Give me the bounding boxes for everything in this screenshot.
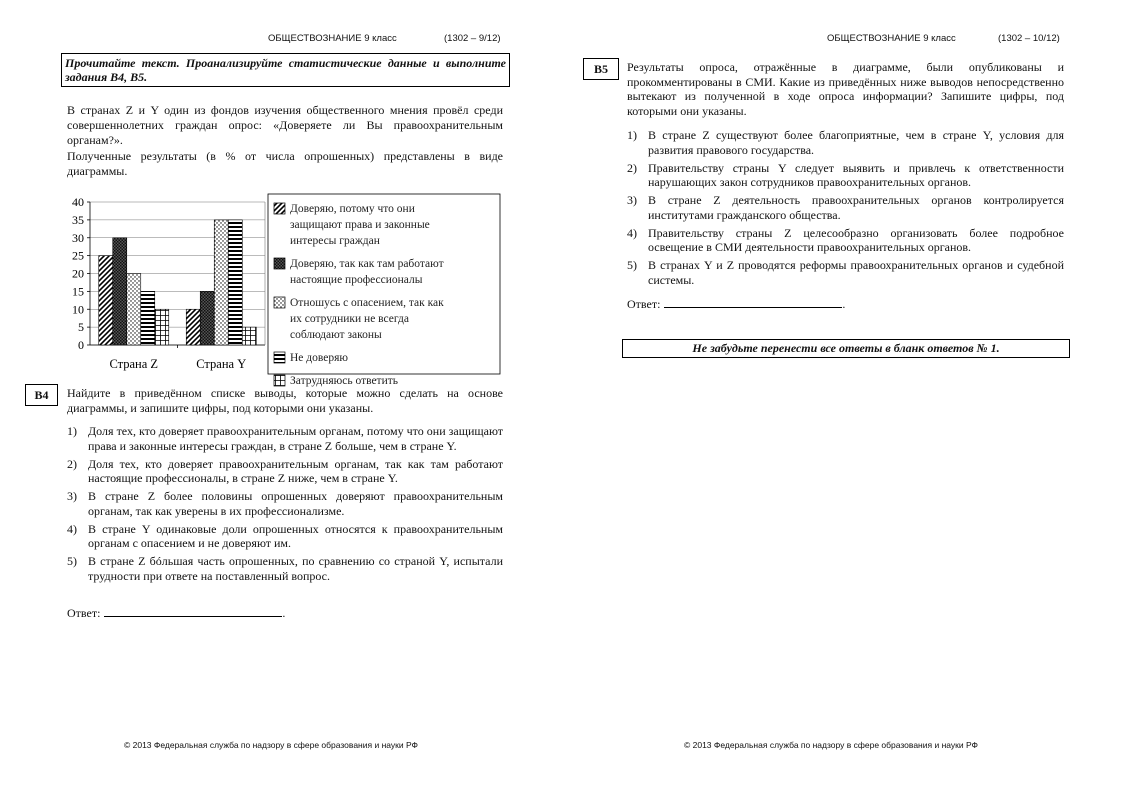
legend-label: Доверяю, потому что они защищают права и законные интересы граждан	[290, 203, 430, 247]
y-tick-label: 40	[72, 195, 84, 209]
x-category-label: Страна Z	[109, 357, 159, 371]
intro-text: В странах Z и Y один из фондов изучения общественного мнения провёл среди совершеннолетних граждан опрос: «Доверяете ли Вы правоохранительным органам?».	[67, 103, 503, 147]
legend-swatch	[274, 352, 285, 363]
bar	[113, 238, 127, 345]
header-subject: ОБЩЕСТВОЗНАНИЕ 9 класс	[268, 33, 397, 44]
option-number: 1)	[627, 128, 637, 142]
option-text: В стране Z бóльшая часть опрошенных, по сравнению со страной Y, испытали трудности при ответе на поставленный вопрос.	[88, 554, 503, 583]
b4-options	[67, 424, 503, 587]
legend-swatch	[274, 297, 285, 308]
option-text: Доля тех, кто доверяет правоохранительным органам, потому что они защищают права и законные интересы граждан, в стране Z больше, чем в стране Y.	[88, 424, 503, 453]
b5-option	[627, 258, 1064, 287]
b4-option	[67, 457, 503, 486]
b5-option	[627, 226, 1064, 255]
b5-options	[627, 128, 1064, 291]
b4-option	[67, 554, 503, 583]
option-text: В стране Y одинаковые доли опрошенных относятся к правоохранительным органам с опасением и не доверяют им.	[88, 521, 503, 551]
legend-label: Отношусь с опасением, так как их сотрудники не всегда соблюдают законы	[290, 297, 444, 341]
header-subject: ОБЩЕСТВОЗНАНИЕ 9 класс	[827, 33, 956, 44]
y-tick-label: 30	[72, 230, 84, 245]
answer-field[interactable]	[104, 605, 282, 617]
footer-copyright: © 2013 Федеральная служба по надзору в сфере образования и науки РФ	[124, 740, 419, 750]
b5-answer: Ответ: .	[627, 297, 846, 311]
bar	[99, 256, 113, 345]
option-text: Доля тех, кто доверяет правоохранительным органам, так как там работают настоящие профессионалы, в стране Z ниже, чем в стране Y.	[88, 456, 503, 486]
option-number: 3)	[67, 489, 77, 504]
y-tick-label: 10	[72, 302, 84, 317]
b4-prompt: Найдите в приведённом списке выводы, которые можно сделать на основе диаграммы, и запишите цифры, под которыми они указаны.	[67, 386, 503, 415]
y-tick-label: 5	[78, 320, 84, 335]
footer-copyright: © 2013 Федеральная служба по надзору в сфере образования и науки РФ	[684, 740, 979, 750]
intro-text-2: Полученные результаты (в % от числа опрошенных) представлены в виде диаграммы.	[67, 149, 503, 178]
chart-plot-area	[72, 195, 265, 371]
b4-option	[67, 424, 503, 453]
legend-label: Не доверяю	[290, 352, 348, 364]
y-tick-label: 15	[72, 284, 84, 299]
instruction-box: Прочитайте текст. Проанализируйте статистические данные и выполните задания B4, B5.	[61, 53, 510, 87]
y-tick-label: 0	[78, 338, 84, 352]
y-tick-label: 20	[72, 266, 84, 281]
y-tick-label: 25	[72, 248, 84, 263]
reminder-box: Не забудьте перенести все ответы в бланк ответов № 1.	[622, 339, 1070, 358]
b4-answer: Ответ: .	[67, 606, 286, 620]
bar	[141, 291, 155, 345]
question-label-b4: B4	[25, 384, 58, 406]
legend-swatch	[274, 375, 285, 386]
left-page	[0, 0, 561, 790]
option-text: Правительству страны Y следует выявить и привлечь к ответственности нарушающих закон сотрудников правоохранительных органов.	[648, 160, 1064, 190]
option-text: В стране Z существуют более благоприятные, чем в стране Y, условия для развития правового государства.	[648, 128, 1064, 157]
b5-option	[627, 128, 1064, 157]
b5-option	[627, 161, 1064, 190]
chart-legend	[268, 194, 500, 387]
option-number: 5)	[67, 554, 77, 569]
legend-label: Затрудняюсь ответить	[290, 375, 399, 387]
option-number: 4)	[627, 225, 637, 240]
b4-option	[67, 522, 503, 551]
question-label-b5: B5	[583, 58, 619, 80]
b5-prompt: Результаты опроса, отражённые в диаграмме, были опубликованы и прокомментированы в СМИ. Какие из приведённых ниже выводов непосредственно вытекают из полученной в ходе опроса информации? Запишите цифры, под которыми они указаны.	[627, 60, 1064, 118]
y-tick-label: 35	[72, 212, 84, 227]
answer-label: Ответ:	[67, 606, 101, 620]
bar	[214, 220, 228, 345]
option-text: В стране Z более половины опрошенных доверяют правоохранительным органам, так как уверены в их профессионализме.	[88, 489, 503, 518]
option-text: В странах Y и Z проводятся реформы правоохранительных органов и судебной системы.	[648, 258, 1064, 287]
bar	[200, 291, 214, 345]
b4-option	[67, 489, 503, 518]
option-number: 2)	[627, 160, 637, 175]
bar	[127, 274, 141, 346]
option-number: 4)	[67, 521, 77, 536]
legend-swatch	[274, 203, 285, 214]
header-page-code: (1302 – 10/12)	[998, 33, 1060, 44]
legend-label: Доверяю, так как там работают настоящие профессионалы	[290, 258, 444, 286]
right-page	[561, 0, 1123, 790]
option-text: Правительству страны Z целесообразно организовать более подробное освещение в СМИ деятельности правоохранительных органов.	[648, 225, 1064, 255]
option-number: 5)	[627, 258, 637, 273]
option-text: В стране Z деятельность правоохранительных органов контролируется институтами гражданского общества.	[648, 193, 1064, 222]
legend-swatch	[274, 258, 285, 269]
survey-bar-chart	[60, 190, 510, 387]
header-page-code: (1302 – 9/12)	[444, 33, 501, 44]
bar	[228, 220, 242, 345]
bar	[242, 327, 256, 345]
x-category-label: Страна Y	[196, 357, 247, 371]
option-number: 2)	[67, 456, 77, 471]
option-number: 1)	[67, 424, 77, 438]
answer-label: Ответ:	[627, 297, 661, 311]
b5-option	[627, 193, 1064, 222]
bar	[186, 309, 200, 345]
option-number: 3)	[627, 193, 637, 208]
answer-field[interactable]	[664, 296, 842, 308]
bar	[155, 309, 169, 345]
